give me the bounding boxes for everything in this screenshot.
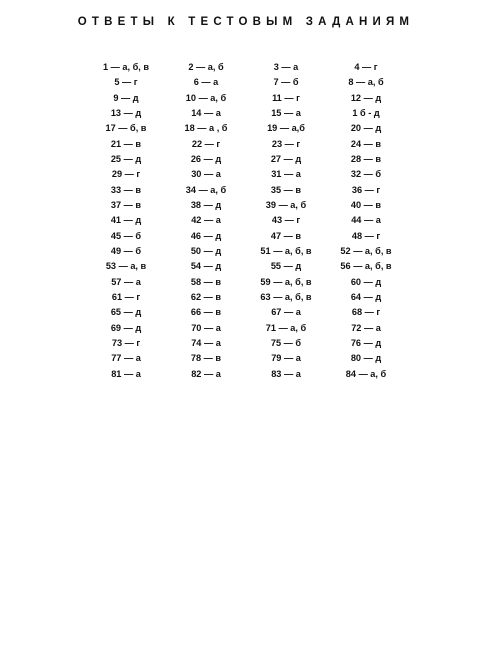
answer-item: 74 — а — [191, 337, 221, 348]
page-title: ОТВЕТЫ К ТЕСТОВЫМ ЗАДАНИЯМ — [77, 16, 415, 28]
answer-item: 1 — а, б, в — [102, 62, 150, 72]
answer-item: 2 — а, б — [188, 62, 224, 72]
answer-item: 79 — а — [271, 353, 301, 364]
answer-item: 53 — а, в — [105, 261, 147, 272]
answer-item: 24 — в — [350, 138, 382, 149]
answer-item: 78 — в — [190, 353, 222, 364]
answer-item: 42 — а — [191, 215, 221, 226]
answer-item: 67 — а — [271, 307, 301, 318]
answer-item: 18 — а , б — [184, 123, 228, 134]
answer-item: 64 — д — [350, 291, 382, 302]
answer-item: 49 — б — [110, 245, 142, 256]
answer-item: 69 — д — [110, 322, 142, 333]
answer-item: 20 — д — [350, 123, 382, 134]
answer-item: 83 — а — [271, 368, 301, 379]
answer-item: 60 — д — [350, 276, 382, 287]
answer-item: 77 — а — [111, 353, 141, 364]
answer-item: 84 — а, б — [345, 368, 387, 379]
answer-item: 14 — а — [191, 107, 221, 118]
answer-item: 68 — г — [351, 307, 381, 318]
answer-item: 70 — а — [191, 322, 221, 333]
answer-item: 71 — а, б — [265, 322, 307, 333]
answer-item: 73 — г — [111, 337, 141, 348]
answer-item: 58 — в — [190, 276, 222, 287]
answer-item: 43 — г — [271, 215, 301, 226]
answer-item: 76 — д — [350, 337, 382, 348]
answer-item: 40 — в — [350, 199, 382, 210]
answer-item: 21 — в — [110, 138, 142, 149]
answer-item: 17 — б, в — [105, 123, 147, 134]
answer-item: 5 — г — [114, 77, 138, 88]
answer-item: 29 — г — [111, 169, 141, 180]
answer-item: 41 — д — [110, 215, 142, 226]
answer-item: 25 — д — [110, 153, 142, 164]
answer-item: 22 — г — [191, 138, 221, 149]
answer-item: 52 — а, б, в — [340, 245, 392, 256]
answer-item: 66 — в — [190, 307, 222, 318]
answer-item: 26 — д — [190, 153, 222, 164]
answer-item: 48 — г — [351, 230, 381, 241]
answer-item: 23 — г — [271, 138, 301, 149]
answer-item: 46 — д — [190, 230, 222, 241]
answer-item: 61 — г — [111, 291, 141, 302]
answer-item: 31 — а — [271, 169, 301, 180]
answer-item: 59 — а, б, в — [260, 276, 312, 287]
answer-item: 39 — а, б — [265, 199, 307, 210]
answer-item: 65 — д — [110, 307, 142, 318]
answer-item: 11 — г — [272, 92, 300, 103]
answer-item: 72 — а — [351, 322, 381, 333]
answer-item: 8 — а, б — [348, 77, 384, 88]
answer-item: 57 — а — [111, 276, 141, 287]
answer-item: 9 — д — [113, 92, 139, 103]
answer-item: 38 — д — [190, 199, 222, 210]
answer-item: 56 — а, б, в — [340, 261, 392, 272]
answer-item: 75 — б — [270, 337, 302, 348]
answer-item: 12 — д — [350, 92, 382, 103]
answer-item: 7 — б — [273, 77, 299, 88]
answers-grid — [86, 60, 406, 382]
answer-item: 34 — а, б — [185, 184, 227, 195]
answer-item: 50 — д — [190, 245, 222, 256]
answer-item: 30 — а — [191, 169, 221, 180]
answer-item: 10 — а, б — [185, 92, 227, 103]
answer-item: 82 — а — [191, 368, 221, 379]
answer-item: 44 — а — [351, 215, 381, 226]
answer-item: 62 — в — [190, 291, 222, 302]
answer-item: 81 — а — [111, 368, 141, 379]
answer-item: 15 — а — [271, 107, 301, 118]
answer-item: 63 — а, б, в — [260, 291, 312, 302]
answer-item: 51 — а, б, в — [260, 245, 312, 256]
answer-item: 13 — д — [110, 107, 142, 118]
answer-item: 36 — г — [351, 184, 381, 195]
answer-item: 47 — в — [270, 230, 302, 241]
answer-item: 6 — а — [193, 77, 219, 88]
answer-item: 27 — д — [270, 153, 302, 164]
answer-item: 54 — д — [190, 261, 222, 272]
answer-item: 28 — в — [350, 153, 382, 164]
answer-item: 55 — д — [270, 261, 302, 272]
answer-item: 32 — б — [350, 169, 382, 180]
answer-item: 80 — д — [350, 353, 382, 364]
answer-item: 45 — б — [110, 230, 142, 241]
answer-item: 37 — в — [110, 199, 142, 210]
answer-item: 3 — а — [273, 62, 299, 72]
answer-item: 35 — в — [270, 184, 302, 195]
answer-item: 19 — а,б — [267, 123, 305, 134]
answer-item: 33 — в — [110, 184, 142, 195]
answer-item: 4 — г — [354, 62, 378, 72]
answer-item: 1 б - д — [352, 107, 380, 118]
